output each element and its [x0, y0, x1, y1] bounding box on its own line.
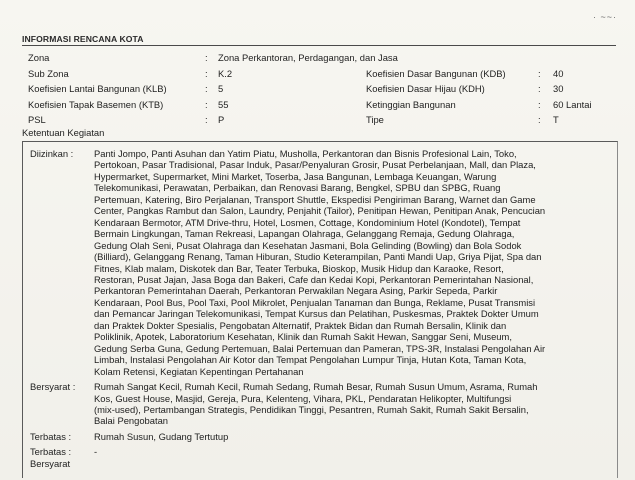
field-row-ktb: [28, 99, 608, 115]
text-line: dan Pemancar Jaringan Telekomunikasi, Tempat Kursus dan Pelatihan, Puskesmas, Praktek Dokter Umum: [94, 308, 539, 320]
bersyarat-row: [30, 381, 610, 427]
diizinkan-text: [94, 148, 610, 377]
text-line: Kendaraan, Pool Bus, Pool Taxi, Pool Mikrolet, Penjualan Tanaman dan Bunga, Reklame, Pusat Transmisi: [94, 296, 536, 308]
field-row-psl: [28, 114, 608, 130]
text-line: Rumah Susun, Gudang Tertutup: [94, 430, 229, 442]
terbatas-bersyarat-label: [30, 446, 94, 469]
text-line: Rumah Sangat Kecil, Rumah Kecil, Rumah Sedang, Rumah Besar, Rumah Susun Umum, Asrama, Rumah: [94, 381, 538, 393]
field-label: Koefisien Dasar Bangunan (KDB): [366, 67, 506, 79]
label-line: Bersyarat: [30, 457, 71, 469]
text-line: Fitnes, Klab malam, Diskotek dan Bar, Teater Terbuka, Bioskop, Musik Hidup dan Karaoke, Resort,: [94, 262, 504, 274]
field-label: Sub Zona: [28, 67, 69, 79]
field-colon: :: [205, 98, 208, 110]
text-line: Panti Jompo, Panti Asuhan dan Yatim Piatu, Musholla, Perkantoran dan Bisnis Profesional Lain, Toko,: [94, 148, 517, 159]
field-row-klb: [28, 83, 608, 99]
terbatas-text: [94, 431, 610, 442]
field-row-subzona: [28, 68, 608, 84]
text-line: Bermain Lingkungan, Taman Rekreasi, Lapangan Olahraga, Gelanggang Remaja, Gedung Olahraga,: [94, 228, 515, 240]
diizinkan-label: Diizinkan :: [30, 148, 74, 159]
text-line: Restoran, Pusat Jajan, Jasa Boga dan Bakeri, Cafe dan Kedai Kopi, Perkantoran Pemerintahan Nasional,: [94, 273, 534, 285]
text-line: Gedung Olah Seni, Pusat Olahraga dan Kesehatan Jasmani, Bola Gelinding (Bowling) dan Bola Sodok: [94, 239, 522, 251]
text-line: Telekomunikasi, Perawatan, Perbaikan, dan Renovasi Barang, Bengkel, SPBU dan SPBG, Ruang: [94, 182, 501, 194]
field-colon: :: [538, 67, 541, 79]
field-colon: :: [538, 114, 541, 126]
handwritten-mark: · ~~·: [592, 12, 617, 22]
field-value: Zona Perkantoran, Perdagangan, dan Jasa: [218, 52, 398, 63]
text-line: (Billiard), Gelanggang Renang, Taman Hiburan, Studio Keterampilan, Panti Mandi Uap, Griya Pijat, Spa dan: [94, 251, 542, 263]
field-row-zona: [28, 52, 608, 68]
text-line: Center, Pangkas Rambut dan Salon, Laundry, Penjahit (Tailor), Penitipan Hewan, Penitipan Anak, Pencucian: [94, 205, 546, 217]
text-line: Pertokoan, Pasar Tradisional, Pasar Induk, Pasar/Penyaluran Grosir, Pusat Perbelanjaan, Mall, dan Plaza,: [94, 159, 536, 171]
field-colon: :: [205, 52, 208, 63]
field-value: K.2: [218, 67, 233, 79]
ketentuan-content: [30, 148, 610, 469]
field-value: P: [218, 114, 225, 126]
field-value: T: [553, 114, 559, 126]
field-value: 30: [553, 83, 564, 95]
diizinkan-row: [30, 148, 610, 377]
text-line: Hypermarket, Supermarket, Mini Market, Toserba, Jasa Bangunan, Lembaga Keuangan, Warung: [94, 170, 497, 182]
field-colon: :: [538, 83, 541, 95]
bersyarat-text: [94, 381, 610, 427]
field-label: Ketinggian Bangunan: [366, 98, 456, 110]
document-title: INFORMASI RENCANA KOTA: [22, 34, 144, 44]
label-line: Terbatas :: [30, 446, 72, 458]
field-label: PSL: [28, 114, 46, 126]
terbatas-row: [30, 431, 610, 442]
field-label: Koefisien Tapak Basemen (KTB): [28, 98, 164, 110]
text-line: Gedung Serba Guna, Gedung Pertemuan, Balai Pertemuan dan Pameran, TPS-3R, Instalasi Pengolahan Air: [94, 342, 546, 354]
field-label: Tipe: [366, 114, 384, 126]
field-value: 40: [553, 67, 564, 79]
text-line: dan Praktek Dokter Spesialis, Pengobatan Alternatif, Praktek Bidan dan Rumah Bersalin, Klinik dan: [94, 319, 507, 331]
text-line: Balai Pengobatan: [94, 415, 169, 427]
text-line: Perkantoran Pemerintahan Daerah, Perkantoran Perwakilan Negara Asing, Parkir Sepeda, Parkir: [94, 285, 498, 297]
bersyarat-label: Bersyarat :: [30, 381, 76, 393]
text-line: Pertemuan, Katering, Biro Perjalanan, Transport Shuttle, Ekspedisi Pengiriman Barang, Warnet dan Game: [94, 193, 536, 205]
text-line: Kendaraan Bermotor, ATM Drive-thru, Hotel, Losmen, Cottage, Kondominium Hotel (Kondotel), Tempat: [94, 216, 521, 228]
field-label: Koefisien Dasar Hijau (KDH): [366, 83, 485, 95]
terbatas-bersyarat-text: [94, 446, 610, 457]
field-colon: :: [205, 114, 208, 126]
text-line: -: [94, 446, 98, 458]
text-line: Limbah, Instalasi Pengolahan Air Kotor dan Tempat Pengolahan Lumpur Tinja, Hutan Kota, Taman Kota,: [94, 354, 527, 366]
field-value: 5: [218, 83, 224, 95]
text-line: (mix-used), Pertambangan Strategis, Pendidikan Tinggi, Pesantren, Rumah Sakit, Rumah Sakit Bersalin,: [94, 403, 529, 415]
section-heading: Ketentuan Kegiatan: [22, 127, 105, 138]
field-label: Zona: [28, 52, 50, 63]
zoning-fields: [28, 52, 608, 130]
field-label: Koefisien Lantai Bangunan (KLB): [28, 83, 167, 95]
terbatas-label: Terbatas :: [30, 430, 72, 442]
field-value: 55: [218, 98, 229, 110]
terbatas-bersyarat-row: [30, 446, 610, 469]
field-colon: :: [205, 67, 208, 79]
text-line: Kos, Guest House, Masjid, Gereja, Pura, Kelenteng, Vihara, PKL, Pendaratan Helikopter, Multifungsi: [94, 392, 512, 404]
title-divider: [22, 45, 616, 46]
field-value: 60 Lantai: [553, 98, 592, 110]
field-colon: :: [205, 83, 208, 95]
field-colon: :: [538, 98, 541, 110]
text-line: Poliklinik, Apotek, Laboratorium Kesehatan, Klinik dan Rumah Sakit Hewan, Sanggar Seni, Museum,: [94, 331, 512, 343]
text-line: Kolam Retensi, Kegiatan Kepentingan Pertahanan: [94, 365, 304, 377]
